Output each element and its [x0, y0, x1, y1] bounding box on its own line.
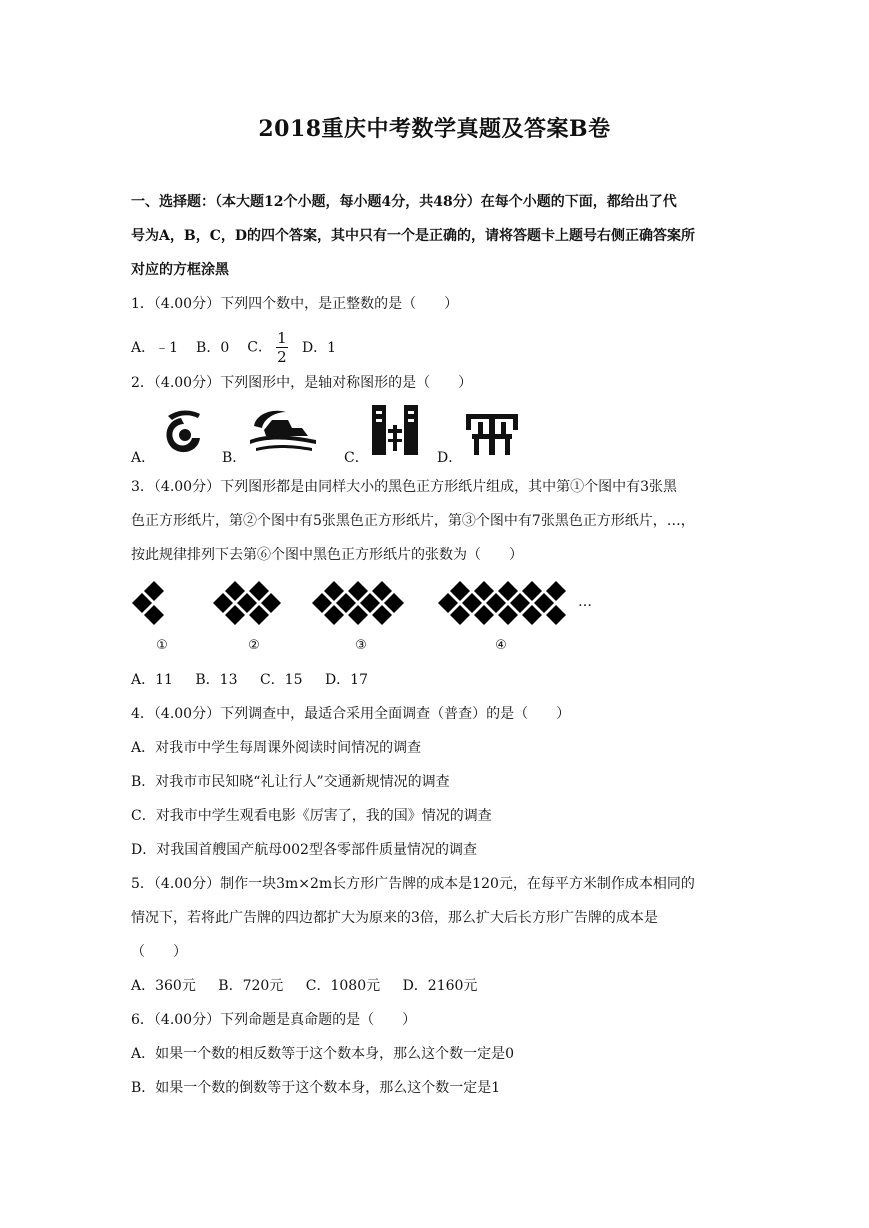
q1-option-c-label: C． [247, 339, 272, 356]
page-title: 2018重庆中考数学真题及答案B卷 [258, 116, 611, 142]
q6-option-b: B．如果一个数的倒数等于这个数本身，那么这个数一定是1 [131, 1080, 501, 1096]
q2-option-c: C． [344, 450, 369, 466]
q2-emblem-a-icon [158, 408, 204, 456]
q6-stem: 6．（4.00分）下列命题是真命题的是（ ） [131, 1012, 417, 1028]
q3-option-b: B．13 [195, 672, 238, 688]
q5-stem-line-2: 情况下，若将此广告牌的四边都扩大为原来的3倍，那么扩大后长方形广告牌的成本是 [131, 910, 658, 926]
q5-option-b: B．720元 [218, 978, 284, 994]
q3-pattern-figures [128, 580, 598, 630]
q3-figure-label-1: ① [156, 638, 168, 653]
q5-stem-line-3: （ ） [131, 944, 187, 960]
q4-option-a: A．对我市中学生每周课外阅读时间情况的调查 [131, 740, 422, 756]
q5-option-c: C．1080元 [305, 978, 381, 994]
q3-stem-line-1: 3．（4.00分）下列图形都是由同样大小的黑色正方形纸片组成，其中第①个图中有3张黑 [131, 479, 677, 495]
q3-option-a: A．11 [131, 672, 173, 688]
q3-figure-label-2: ② [248, 638, 260, 653]
q1-fraction-numerator: 1 [277, 329, 287, 347]
q3-figure-label-3: ③ [355, 638, 367, 653]
q5-stem-line-1: 5．（4.00分）制作一块3m×2m长方形广告牌的成本是120元，在每平方米制作成本相同的 [131, 876, 695, 892]
q5-option-d: D．2160元 [402, 978, 478, 994]
q1-option-b: B．0 [196, 339, 230, 356]
q3-figure-label-4: ④ [495, 638, 507, 653]
q1-option-c [247, 330, 288, 365]
q4-option-b: B．对我市市民知晓“礼让行人”交通新规情况的调查 [131, 774, 450, 790]
q2-option-d: D． [437, 450, 463, 466]
section-instruction-line-3: 对应的方框涂黑 [131, 262, 229, 278]
q4-stem: 4．（4.00分）下列调查中，最适合采用全面调查（普查）的是（ ） [131, 706, 571, 722]
q3-stem-line-3: 按此规律排列下去第⑥个图中黑色正方形纸片的张数为（ ） [131, 547, 523, 563]
q2-stem: 2．（4.00分）下列图形中，是轴对称图形的是（ ） [131, 375, 473, 391]
q6-option-a: A．如果一个数的相反数等于这个数本身，那么这个数一定是0 [131, 1046, 515, 1062]
q3-ellipsis: … [578, 594, 593, 610]
q1-fraction-denominator: 2 [277, 348, 287, 366]
q1-options [131, 330, 354, 365]
q3-option-d: D．17 [324, 672, 368, 688]
q4-option-c: C．对我市中学生观看电影《厉害了，我的国》情况的调查 [131, 808, 492, 824]
q3-options [131, 670, 386, 690]
q1-option-d: D．1 [301, 339, 337, 356]
q1-fraction [276, 330, 288, 365]
q2-ship-icon [246, 406, 318, 458]
q2-option-b: B． [222, 450, 247, 466]
section-instruction-line-1: 一、选择题：（本大题12个小题，每小题4分，共48分）在每个小题的下面，都给出了代 [131, 194, 677, 210]
q2-option-a: A． [131, 450, 156, 466]
q4-option-d: D．对我国首艘国产航母002型各零部件质量情况的调查 [131, 842, 477, 858]
section-instruction-line-2: 号为A，B，C，D的四个答案，其中只有一个是正确的，请将答题卡上题号右侧正确答案所 [131, 228, 695, 244]
q5-option-a: A．360元 [131, 978, 196, 994]
q2-gate-character-icon [370, 403, 420, 457]
q1-stem: 1．（4.00分）下列四个数中，是正整数的是（ ） [131, 296, 459, 312]
q5-options [131, 976, 495, 996]
q3-option-c: C．15 [259, 672, 303, 688]
q2-seal-character-icon [464, 412, 520, 456]
q3-stem-line-2: 色正方形纸片，第②个图中有5张黑色正方形纸片，第③个图中有7张黑色正方形纸片，…， [131, 513, 695, 529]
q1-option-a: A．﹣1 [131, 339, 179, 356]
